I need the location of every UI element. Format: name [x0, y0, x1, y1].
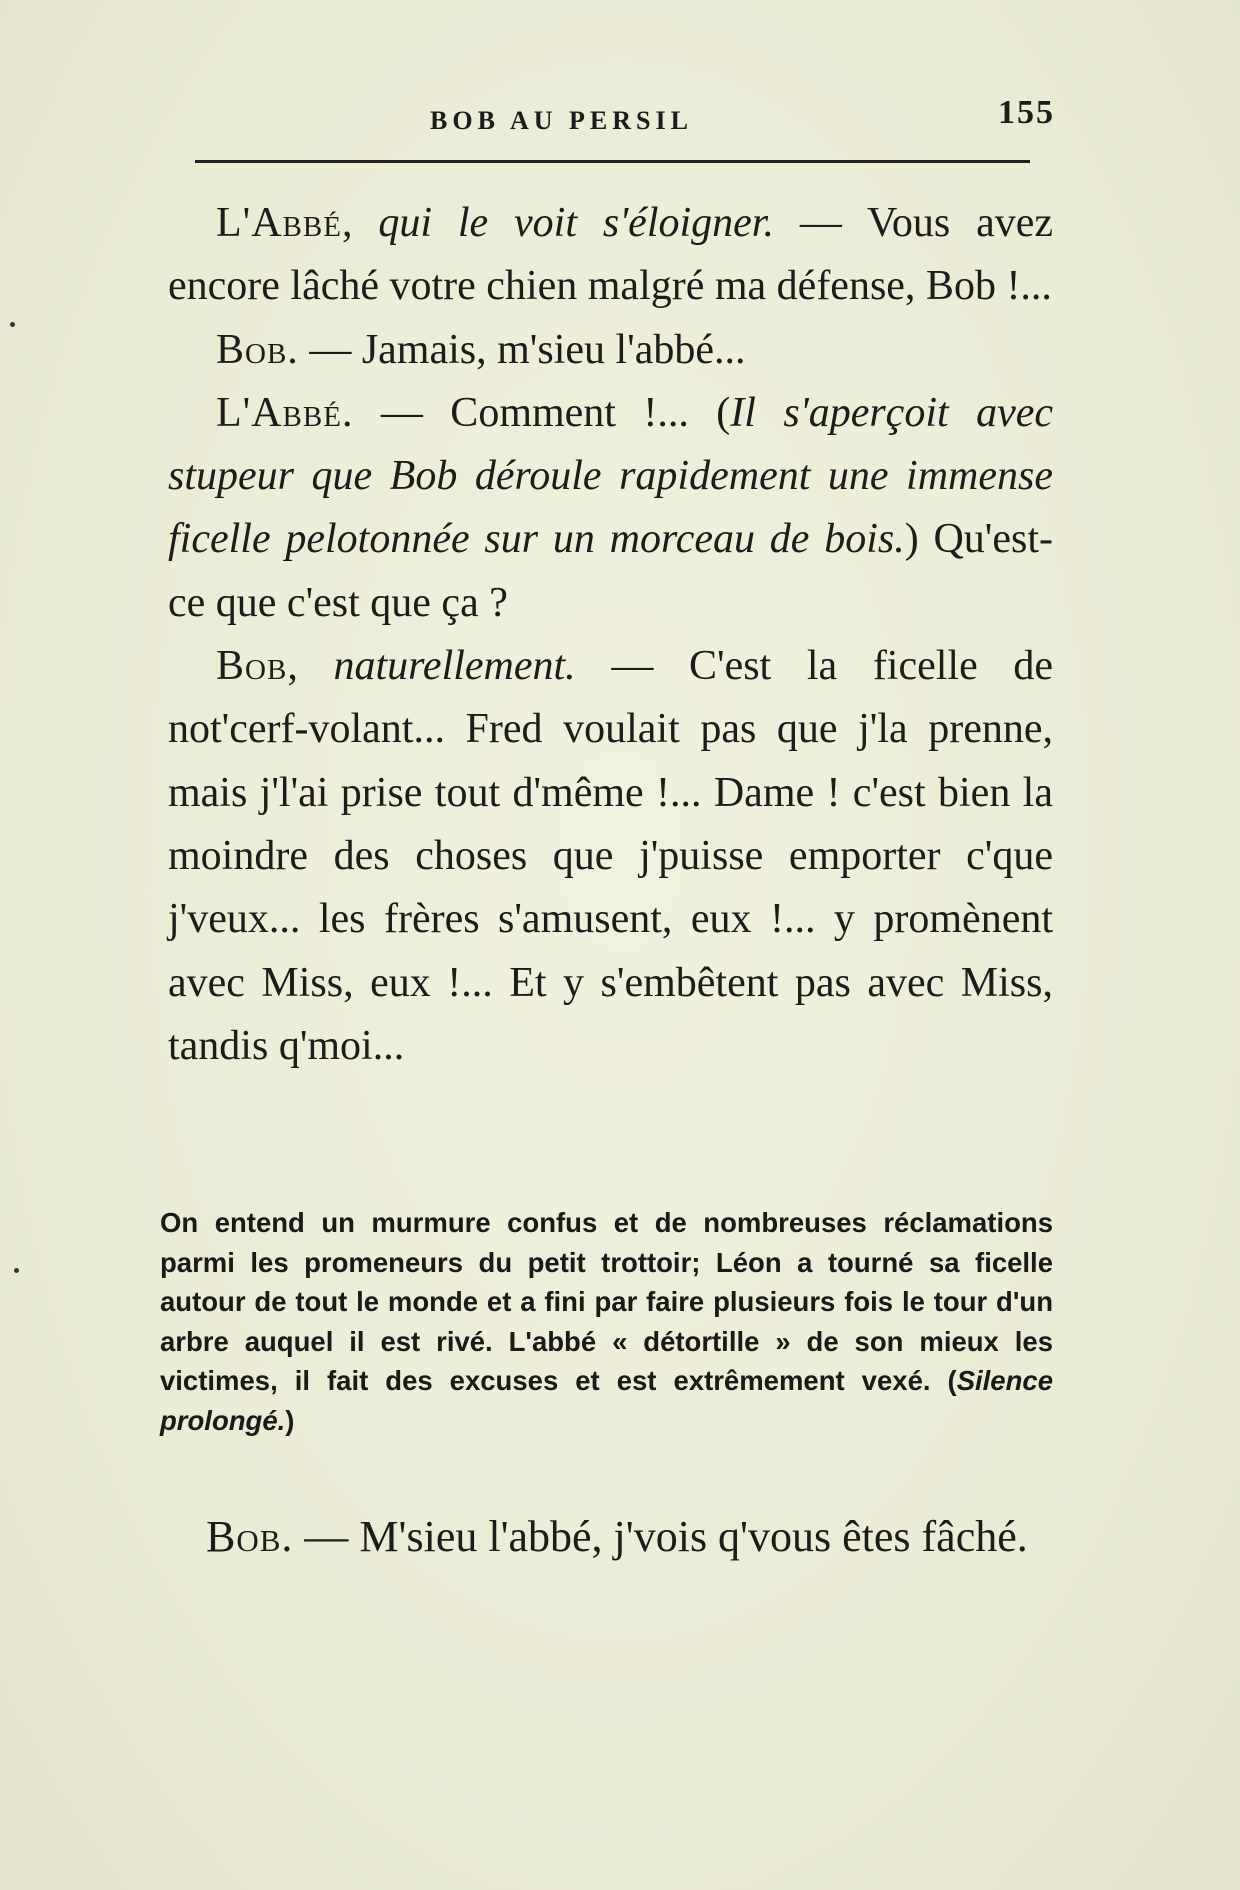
- stage-direction-text: On entend un murmure confus et de nombreuses réclamations parmi les promeneurs du petit trottoir; Léon a tourné sa ficelle autour de tout le monde et a fini par faire plusieurs fois le tour d'un arbre auquel il est rivé. L'abbé « détortille » de son mieux les victimes, il fait des excuses et est extrêmement vexé. (Silence prolongé.): [160, 1207, 1053, 1436]
- page-number: 155: [998, 94, 1055, 131]
- speaker-name: L'Abbé.: [216, 389, 354, 436]
- paper-speck: [14, 1268, 19, 1273]
- dialogue-text: — Vous avez encore lâché votre chien malgré ma défense, Bob !...: [168, 200, 1053, 310]
- stage-direction: [160, 1203, 1053, 1440]
- dialogue-text: — Comment !... (: [380, 389, 731, 436]
- stage-note: qui le voit s'éloigner.: [378, 200, 774, 246]
- final-line: [158, 1505, 1053, 1569]
- speaker-name: L'Abbé: [216, 200, 342, 246]
- running-title: BOB AU PERSIL: [430, 106, 693, 135]
- dialogue-text: — Jamais, m'sieu l'abbé...: [309, 326, 746, 373]
- speaker-name: Bob: [216, 643, 288, 690]
- stage-note: naturellement.: [333, 643, 576, 690]
- paragraph-bob-2: Bob, naturellement. — C'est la ficelle de not'cerf-volant... Fred voulait pas que j'la prenne, mais j'l'ai prise tout d'même !... Dame ! c'est bien la moindre des choses que j'puisse emporter c'que j'veux... les frères s'amusent, eux !... y promènent avec Miss, eux !... Et y s'embêtent pas avec Miss, tandis q'moi...: [168, 643, 1054, 1069]
- speaker-name: Bob.: [206, 1512, 294, 1561]
- dialogue-body: [168, 192, 1053, 1078]
- dialogue-text: — C'est la ficelle de not'cerf-volant... Fred voulait pas que j'la prenne, mais j'l'ai prise tout d'même !... Dame ! c'est bien la moindre des choses que j'puisse emporter c'que j'veux... les frères s'amusent, eux !... y promènent avec Miss, eux !... Et y s'embêtent pas avec Miss, tandis q'moi...: [168, 643, 1054, 1069]
- paper-speck: [10, 322, 15, 327]
- paragraph-abbe-2: [168, 382, 1053, 635]
- page-header: [195, 94, 1055, 140]
- stage-note: Il s'aperçoit avec stupeur que Bob déroule rapidement une immense ficelle pelotonnée sur un morceau de bois.: [168, 389, 1054, 563]
- speaker-name: Bob.: [216, 326, 299, 373]
- header-rule: [195, 160, 1030, 163]
- dialogue-text: — M'sieu l'abbé, j'vois q'vous êtes fâché.: [304, 1512, 1028, 1561]
- paragraph-bob-3: [158, 1505, 1053, 1569]
- paragraph-bob-1: [168, 319, 1053, 382]
- stage-note: Silence prolongé.: [160, 1365, 1053, 1436]
- dialogue-text: ) Qu'est-ce que c'est que ça ?: [168, 516, 1053, 626]
- paragraph-abbe-1: L'Abbé, qui le voit s'éloigner. — Vous avez encore lâché votre chien malgré ma défense, Bob !...: [168, 200, 1053, 310]
